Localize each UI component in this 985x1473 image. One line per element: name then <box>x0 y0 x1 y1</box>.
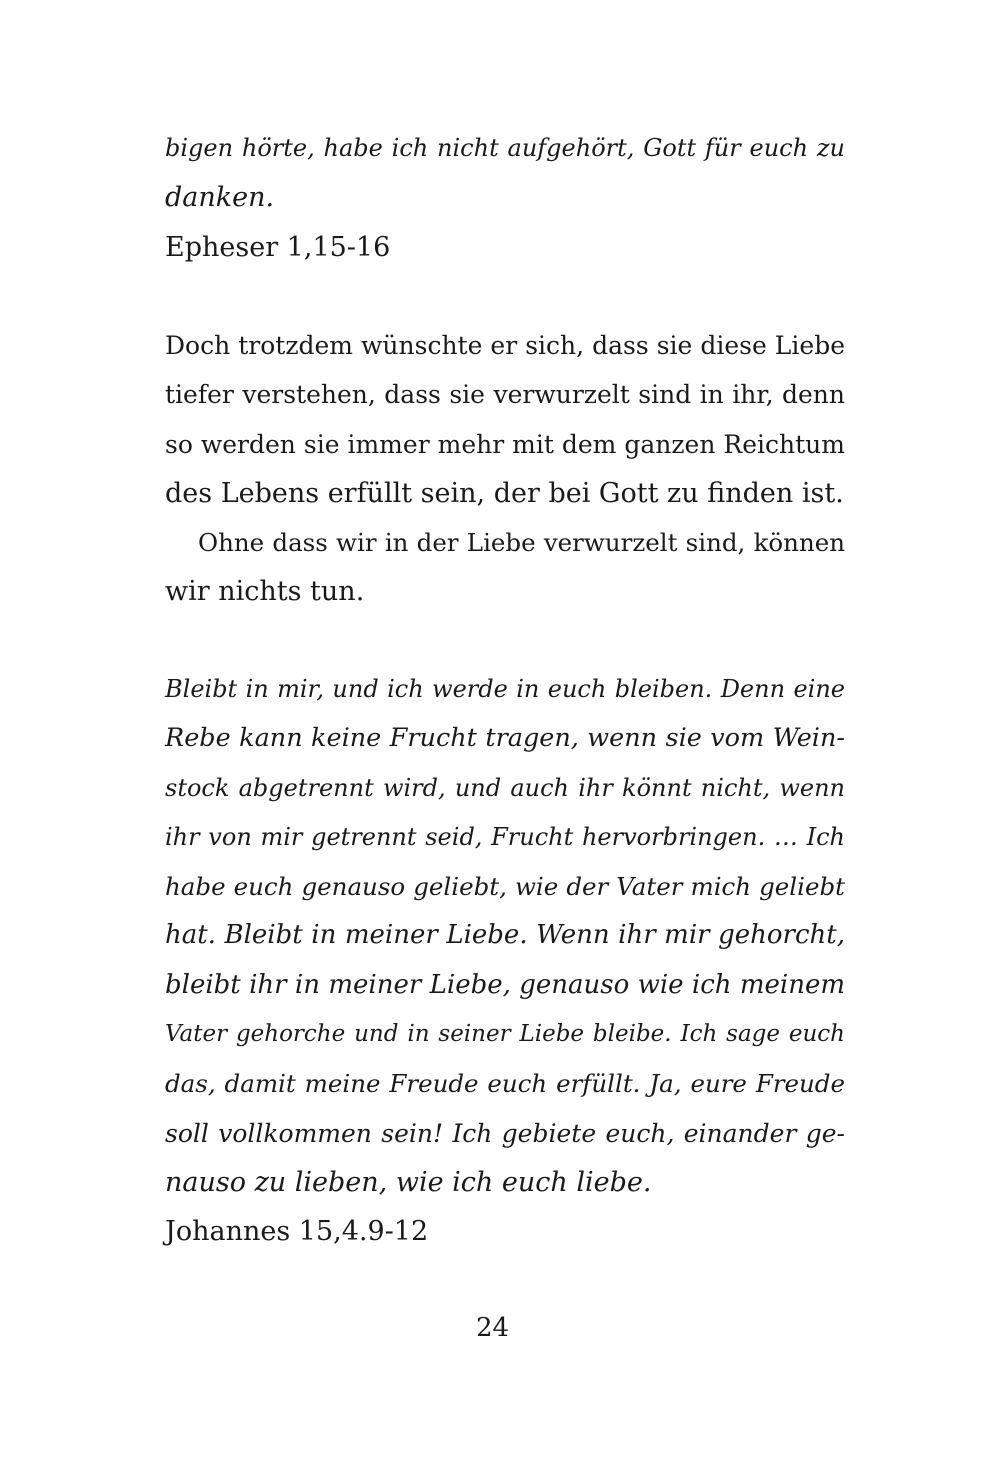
quote-line: bleibt ihr in meiner Liebe, genauso wie ich meinem <box>165 969 845 1000</box>
quote-line: hat. Bleibt in meiner Liebe. Wenn ihr mir gehorcht, <box>165 920 845 951</box>
paragraph-line: Doch trotzdem wünschte er sich, dass sie diese Liebe <box>165 331 845 360</box>
quote-line: ihr von mir getrennt seid, Frucht hervorbringen. … Ich <box>165 822 845 851</box>
page-number: 24 <box>475 1313 510 1343</box>
paragraph-line: tiefer verstehen, dass sie verwurzelt sind in ihr, denn <box>165 380 845 410</box>
body-paragraph <box>165 518 845 617</box>
body-paragraph <box>165 321 845 518</box>
quote-line: nauso zu lieben, wie ich euch liebe. <box>165 1166 652 1198</box>
quote-line: bigen hörte, habe ich nicht aufgehört, Gott für euch zu <box>165 134 845 162</box>
bible-quote-ephesians <box>165 124 845 272</box>
paragraph-line: wir nichts tun. <box>165 576 365 608</box>
quote-line: habe euch genauso geliebt, wie der Vater mich geliebt <box>165 872 845 902</box>
quote-line: Bleibt in mir, und ich werde in euch bleiben. Denn eine <box>165 675 845 703</box>
quote-line: Vater gehorche und in seiner Liebe bleibe. Ich sage euch <box>165 1021 845 1048</box>
quote-reference: Epheser 1,15-16 <box>165 231 391 263</box>
quote-reference: Johannes 15,4.9-12 <box>165 1216 429 1248</box>
bible-quote-john <box>165 665 845 1257</box>
quote-line: danken. <box>165 182 275 214</box>
paragraph-line: Ohne dass wir in der Liebe verwurzelt sind, können <box>198 528 845 557</box>
quote-line: das, damit meine Freude euch erfüllt. Ja, eure Freude <box>165 1069 845 1099</box>
quote-line: Rebe kann keine Frucht tragen, wenn sie vom Wein- <box>165 723 845 754</box>
paragraph-line: so werden sie immer mehr mit dem ganzen Reichtum <box>165 429 845 459</box>
paragraph-line: des Lebens erfüllt sein, der bei Gott zu finden ist. <box>165 477 844 509</box>
quote-line: stock abgetrennt wird, und auch ihr könnt nicht, wenn <box>165 773 845 802</box>
quote-line: soll vollkommen sein! Ich gebiete euch, einander ge- <box>165 1118 845 1148</box>
